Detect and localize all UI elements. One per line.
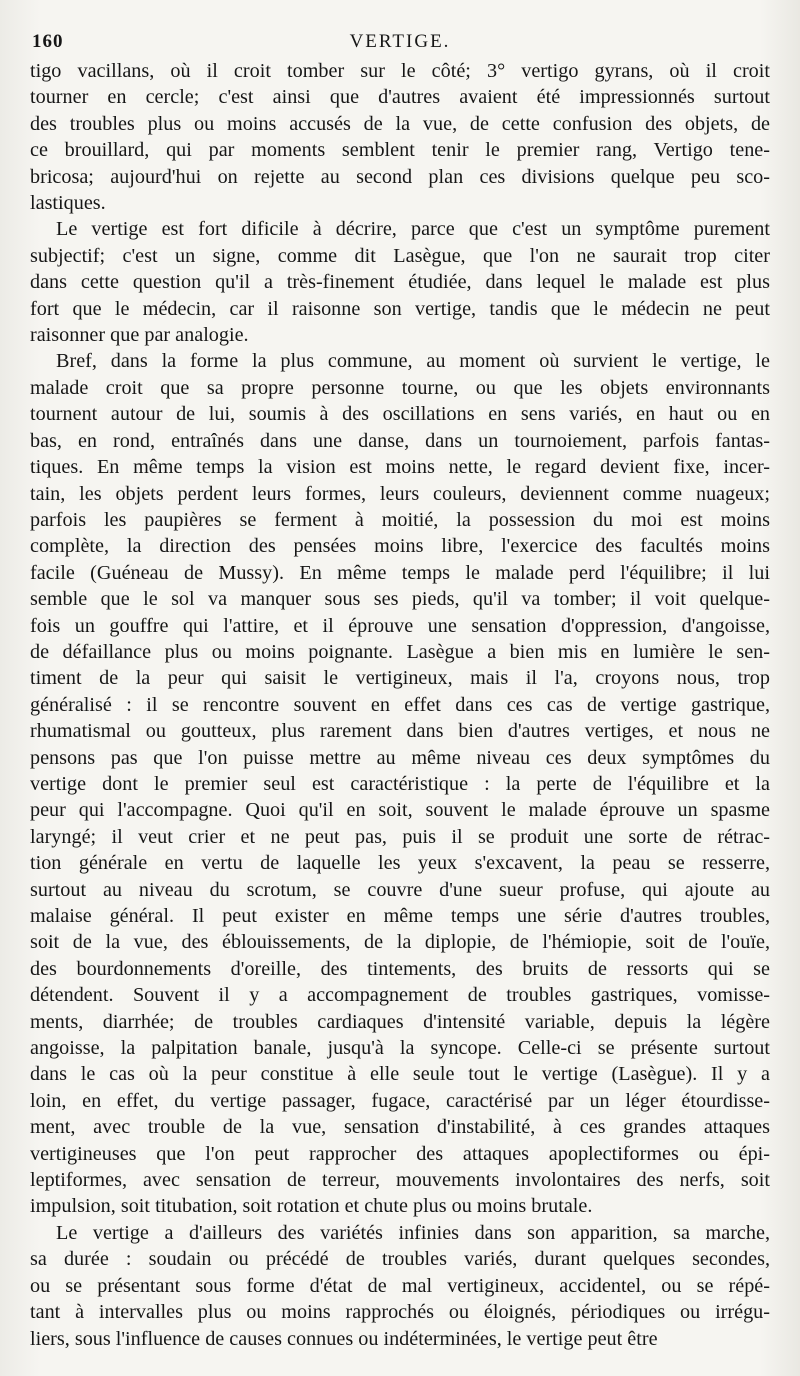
text-line: vertige dont le premier seul est caractéristique : la perte de l'équilibre et la [30, 772, 770, 795]
text-line: malaise général. Il peut exister en même temps une série d'autres troubles, [30, 905, 770, 927]
text-line: de défaillance plus ou moins poignante. Lasègue a bien mis en lumière le sen- [30, 640, 770, 663]
text-line: loin, en effet, du vertige passager, fugace, caractérisé par un léger étourdisse- [30, 1089, 770, 1112]
text-line: malade croit que sa propre personne tourne, ou que les objets environnants [30, 376, 770, 399]
text-line: tion générale en vertu de laquelle les yeux s'excavent, la peau se resserre, [30, 852, 770, 875]
text-line: soit de la vue, des éblouissements, de la diplopie, de l'hémiopie, soit de l'ouïe, [30, 931, 770, 954]
body-text [30, 58, 770, 1352]
text-line: généralisé : il se rencontre souvent en effet dans ces cas de vertige gastrique, [30, 693, 770, 716]
text-line: détendent. Souvent il y a accompagnement de troubles gastriques, vomisse- [30, 984, 770, 1007]
text-line: rhumatismal ou goutteux, plus rarement dans bien d'autres vertiges, et nous ne [30, 720, 770, 743]
text-line: tiques. En même temps la vision est moins nette, le regard devient fixe, incer- [30, 456, 770, 479]
text-line: complète, la direction des pensées moins libre, l'exercice des facultés moins [30, 535, 770, 558]
text-line: Le vertige est fort dificile à décrire, parce que c'est un symptôme purement [56, 218, 770, 241]
text-line: Bref, dans la forme la plus commune, au moment où survient le vertige, le [56, 350, 770, 373]
text-line: facile (Guéneau de Mussy). En même temps le malade perd l'équilibre; il lui [30, 561, 770, 584]
text-line: sa durée : soudain ou précédé de troubles variés, durant quelques secondes, [30, 1248, 770, 1271]
text-line: Le vertige a d'ailleurs des variétés infinies dans son apparition, sa marche, [56, 1221, 770, 1244]
text-line: liers, sous l'influence de causes connues ou indéterminées, le vertige peut être [30, 1327, 658, 1350]
text-line: parfois les paupières se ferment à moitié, la possession du moi est moins [30, 508, 770, 531]
text-line: laryngé; il veut crier et ne peut pas, puis il se produit une sorte de rétrac- [30, 825, 770, 848]
text-line: vertigineuses que l'on peut rapprocher des attaques apoplectiformes ou épi- [30, 1142, 770, 1165]
paragraph [30, 348, 770, 1219]
text-line: des troubles plus ou moins accusés de la vue, de cette confusion des objets, de [30, 112, 770, 135]
text-line: ou se présentant sous forme d'état de mal vertigineux, accidentel, ou se répé- [30, 1274, 770, 1297]
text-line: ment, avec trouble de la vue, sensation d'instabilité, à ces grandes attaques [30, 1116, 770, 1139]
running-title: VERTIGE. [349, 31, 451, 52]
text-line: bas, en rond, entraînés dans une danse, dans un tournoiement, parfois fantas- [30, 429, 770, 452]
paragraph [30, 216, 770, 348]
text-line: des bourdonnements d'oreille, des tintements, des bruits de ressorts qui se [30, 957, 770, 980]
text-line: raisonner que par analogie. [30, 324, 249, 347]
text-line: angoisse, la palpitation banale, jusqu'à la syncope. Celle-ci se présente surtout [30, 1037, 770, 1060]
page-number: 160 [32, 31, 64, 52]
text-line: tournent autour de lui, soumis à des oscillations en sens variés, en haut ou en [30, 403, 770, 426]
text-line: bricosa; aujourd'hui on rejette au second plan ces divisions quelque peu sco- [30, 165, 770, 188]
text-line: pensons pas que l'on puisse mettre au même niveau ces deux symptômes du [30, 746, 770, 769]
text-line: surtout au niveau du scrotum, se couvre d'une sueur profuse, qui ajoute au [30, 878, 770, 901]
text-line: fort que le médecin, car il raisonne son vertige, tandis que le médecin ne peut [30, 297, 770, 320]
text-line: semble que le sol va manquer sous ses pieds, qu'il va tomber; il voit quelque- [30, 588, 770, 611]
text-line: leptiformes, avec sensation de terreur, mouvements involontaires des nerfs, soit [30, 1169, 770, 1192]
text-line: dans le cas où la peur constitue à elle seule tout le vertige (Lasègue). Il y a [30, 1063, 770, 1086]
paragraph [30, 1220, 770, 1352]
text-line: tigo vacillans, où il croit tomber sur le côté; 3° vertigo gyrans, où il croit [30, 60, 770, 82]
paragraph [30, 58, 770, 216]
text-line: tourner en cercle; c'est ainsi que d'autres avaient été impressionnés surtout [30, 86, 770, 109]
text-line: fois un gouffre qui l'attire, et il éprouve une sensation d'oppression, d'angoisse, [30, 614, 770, 637]
text-line: impulsion, soit titubation, soit rotation et chute plus ou moins brutale. [30, 1195, 593, 1218]
text-line: dans cette question qu'il a très-finement étudiée, dans lequel le malade est plus [30, 271, 770, 294]
text-line: subjectif; c'est un signe, comme dit Lasègue, que l'on ne saurait trop citer [30, 244, 770, 267]
text-line: peur qui l'accompagne. Quoi qu'il en soit, souvent le malade éprouve un spasme [30, 799, 770, 822]
text-line: ments, diarrhée; de troubles cardiaques d'intensité variable, depuis la légère [30, 1010, 770, 1033]
text-line: ce brouillard, qui par moments semblent tenir le premier rang, Vertigo tene- [30, 139, 770, 162]
text-line: timent de la peur qui saisit le vertigineux, mais il l'a, croyons nous, trop [30, 667, 770, 690]
text-line: tain, les objets perdent leurs formes, leurs couleurs, deviennent comme nuageux; [30, 482, 770, 505]
text-line: lastiques. [30, 192, 106, 215]
running-head [30, 28, 770, 58]
text-line: tant à intervalles plus ou moins rapprochés ou éloignés, périodiques ou irrégu- [30, 1301, 770, 1324]
